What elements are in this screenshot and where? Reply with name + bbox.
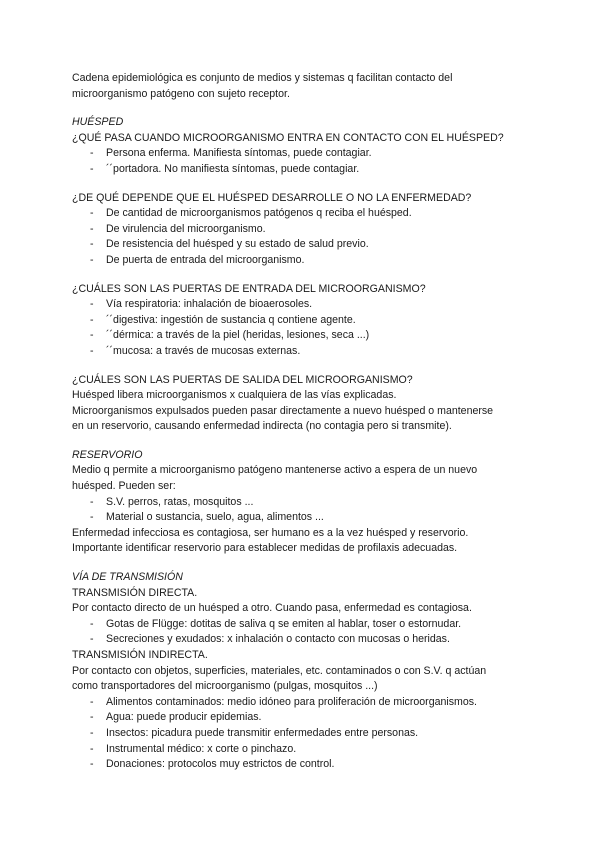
paragraph-line: Microorganismos expulsados pueden pasar directamente a nuevo huésped o mantenerse: [72, 404, 494, 417]
question-que-pasa: ¿QUÉ PASA CUANDO MICROORGANISMO ENTRA EN CONTACTO CON EL HUÉSPED?: [72, 131, 504, 144]
list-transmision-directa: [72, 617, 542, 648]
list-item-text: Persona enferma. Manifiesta síntomas, puede contagiar.: [106, 147, 372, 160]
bullet: -: [90, 147, 94, 160]
list-item-text: De virulencia del microorganismo.: [106, 222, 266, 235]
paragraph-line: Medio q permite a microorganismo patógeno mantenerse activo a espera de un nuevo: [72, 464, 478, 477]
list-item: [72, 495, 542, 511]
list-item: [72, 237, 542, 253]
bullet: -: [90, 726, 94, 739]
list-item-text: ´´dérmica: a través de la piel (heridas, lesiones, seca ...): [106, 329, 370, 342]
bullet: -: [90, 495, 94, 508]
list-item-text: Secreciones y exudados: x inhalación o contacto con mucosas o heridas.: [106, 633, 450, 646]
list-item-text: Agua: puede producir epidemias.: [106, 711, 262, 724]
list-puertas-entrada: [72, 297, 542, 359]
paragraph-line: Por contacto directo de un huésped a otro. Cuando pasa, enfermedad es contagiosa.: [72, 602, 472, 615]
list-item-text: De cantidad de microorganismos patógenos q reciba el huésped.: [106, 207, 412, 220]
list-item: [72, 313, 542, 329]
list-item-text: Donaciones: protocolos muy estrictos de control.: [106, 758, 335, 771]
list-item: [72, 726, 542, 742]
bullet: -: [90, 238, 94, 251]
list-item: [72, 695, 542, 711]
list-item: [72, 742, 542, 758]
paragraph-line: Importante identificar reservorio para establecer medidas de profilaxis adecuadas.: [72, 542, 458, 555]
list-item: [72, 162, 542, 178]
section-heading-reservorio: RESERVORIO: [72, 448, 143, 461]
list-item-text: De puerta de entrada del microorganismo.: [106, 253, 305, 266]
paragraph-line: en un reservorio, causando enfermedad indirecta (no contagia pero si transmite).: [72, 420, 452, 433]
paragraph-line: Enfermedad infecciosa es contagiosa, ser humano es a la vez huésped y reservorio.: [72, 526, 469, 539]
list-item: [72, 344, 542, 360]
subheading-transmision-directa: TRANSMISIÓN DIRECTA.: [72, 586, 198, 599]
list-item: [72, 253, 542, 269]
list-item: [72, 510, 542, 526]
list-item: [72, 222, 542, 238]
question-puertas-salida: ¿CUÁLES SON LAS PUERTAS DE SALIDA DEL MICROORGANISMO?: [72, 373, 413, 386]
paragraph-line: Huésped libera microorganismos x cualquiera de las vías explicadas.: [72, 389, 397, 402]
list-item: [72, 632, 542, 648]
bullet: -: [90, 633, 94, 646]
subheading-transmision-indirecta: TRANSMISIÓN INDIRECTA.: [72, 649, 208, 661]
intro-line-1: Cadena epidemiológica es conjunto de medios y sistemas q facilitan contacto del: [72, 72, 453, 84]
question-puertas-entrada: ¿CUÁLES SON LAS PUERTAS DE ENTRADA DEL MICROORGANISMO?: [72, 282, 426, 295]
paragraph-line: huésped. Pueden ser:: [72, 480, 176, 493]
list-item-text: Gotas de Flügge: dotitas de saliva q se emiten al hablar, toser o estornudar.: [106, 617, 462, 630]
list-item: [72, 297, 542, 313]
list-item: [72, 757, 542, 773]
bullet: -: [90, 695, 94, 708]
bullet: -: [90, 711, 94, 724]
list-transmision-indirecta: [72, 695, 542, 773]
list-que-pasa: [72, 146, 542, 177]
bullet: -: [90, 758, 94, 771]
list-item-text: De resistencia del huésped y su estado de salud previo.: [106, 238, 369, 251]
bullet: -: [90, 511, 94, 524]
list-item-text: S.V. perros, ratas, mosquitos ...: [106, 495, 254, 508]
bullet: -: [90, 313, 94, 326]
section-heading-huesped: HUÉSPED: [72, 116, 124, 129]
bullet: -: [90, 617, 94, 630]
bullet: -: [90, 162, 94, 175]
bullet: -: [90, 344, 94, 357]
list-item-text: Insectos: picadura puede transmitir enfermedades entre personas.: [106, 726, 419, 739]
list-item-text: Vía respiratoria: inhalación de bioaerosoles.: [106, 298, 313, 311]
bullet: -: [90, 298, 94, 311]
document-page: [72, 71, 542, 773]
list-de-que-depende: [72, 206, 542, 268]
list-item: [72, 206, 542, 222]
list-reservorio: [72, 495, 542, 526]
list-item-text: ´´digestiva: ingestión de sustancia q contiene agente.: [106, 313, 356, 326]
bullet: -: [90, 329, 94, 342]
list-item-text: Alimentos contaminados: medio idóneo para proliferación de microorganismos.: [106, 695, 477, 708]
bullet: -: [90, 207, 94, 220]
paragraph-line: como transportadores del microorganismo (pulgas, mosquitos ...): [72, 680, 378, 693]
section-heading-via-transmision: VÍA DE TRANSMISIÓN: [72, 571, 183, 584]
intro-line-2: microorganismo patógeno con sujeto receptor.: [72, 87, 290, 100]
list-item-text: Instrumental médico: x corte o pinchazo.: [106, 742, 297, 755]
bullet: -: [90, 222, 94, 235]
list-item-text: Material o sustancia, suelo, agua, alimentos ...: [106, 511, 324, 524]
list-item-text: ´´mucosa: a través de mucosas externas.: [106, 344, 301, 357]
question-de-que-depende: ¿DE QUÉ DEPENDE QUE EL HUÉSPED DESARROLLE O NO LA ENFERMEDAD?: [72, 191, 472, 204]
list-item: [72, 710, 542, 726]
list-item: [72, 617, 542, 633]
paragraph-line: Por contacto con objetos, superficies, materiales, etc. contaminados o con S.V. q actúan: [72, 664, 487, 677]
bullet: -: [90, 253, 94, 266]
bullet: -: [90, 742, 94, 755]
list-item: [72, 146, 542, 162]
list-item: [72, 328, 542, 344]
list-item-text: ´´portadora. No manifiesta síntomas, puede contagiar.: [106, 162, 360, 175]
